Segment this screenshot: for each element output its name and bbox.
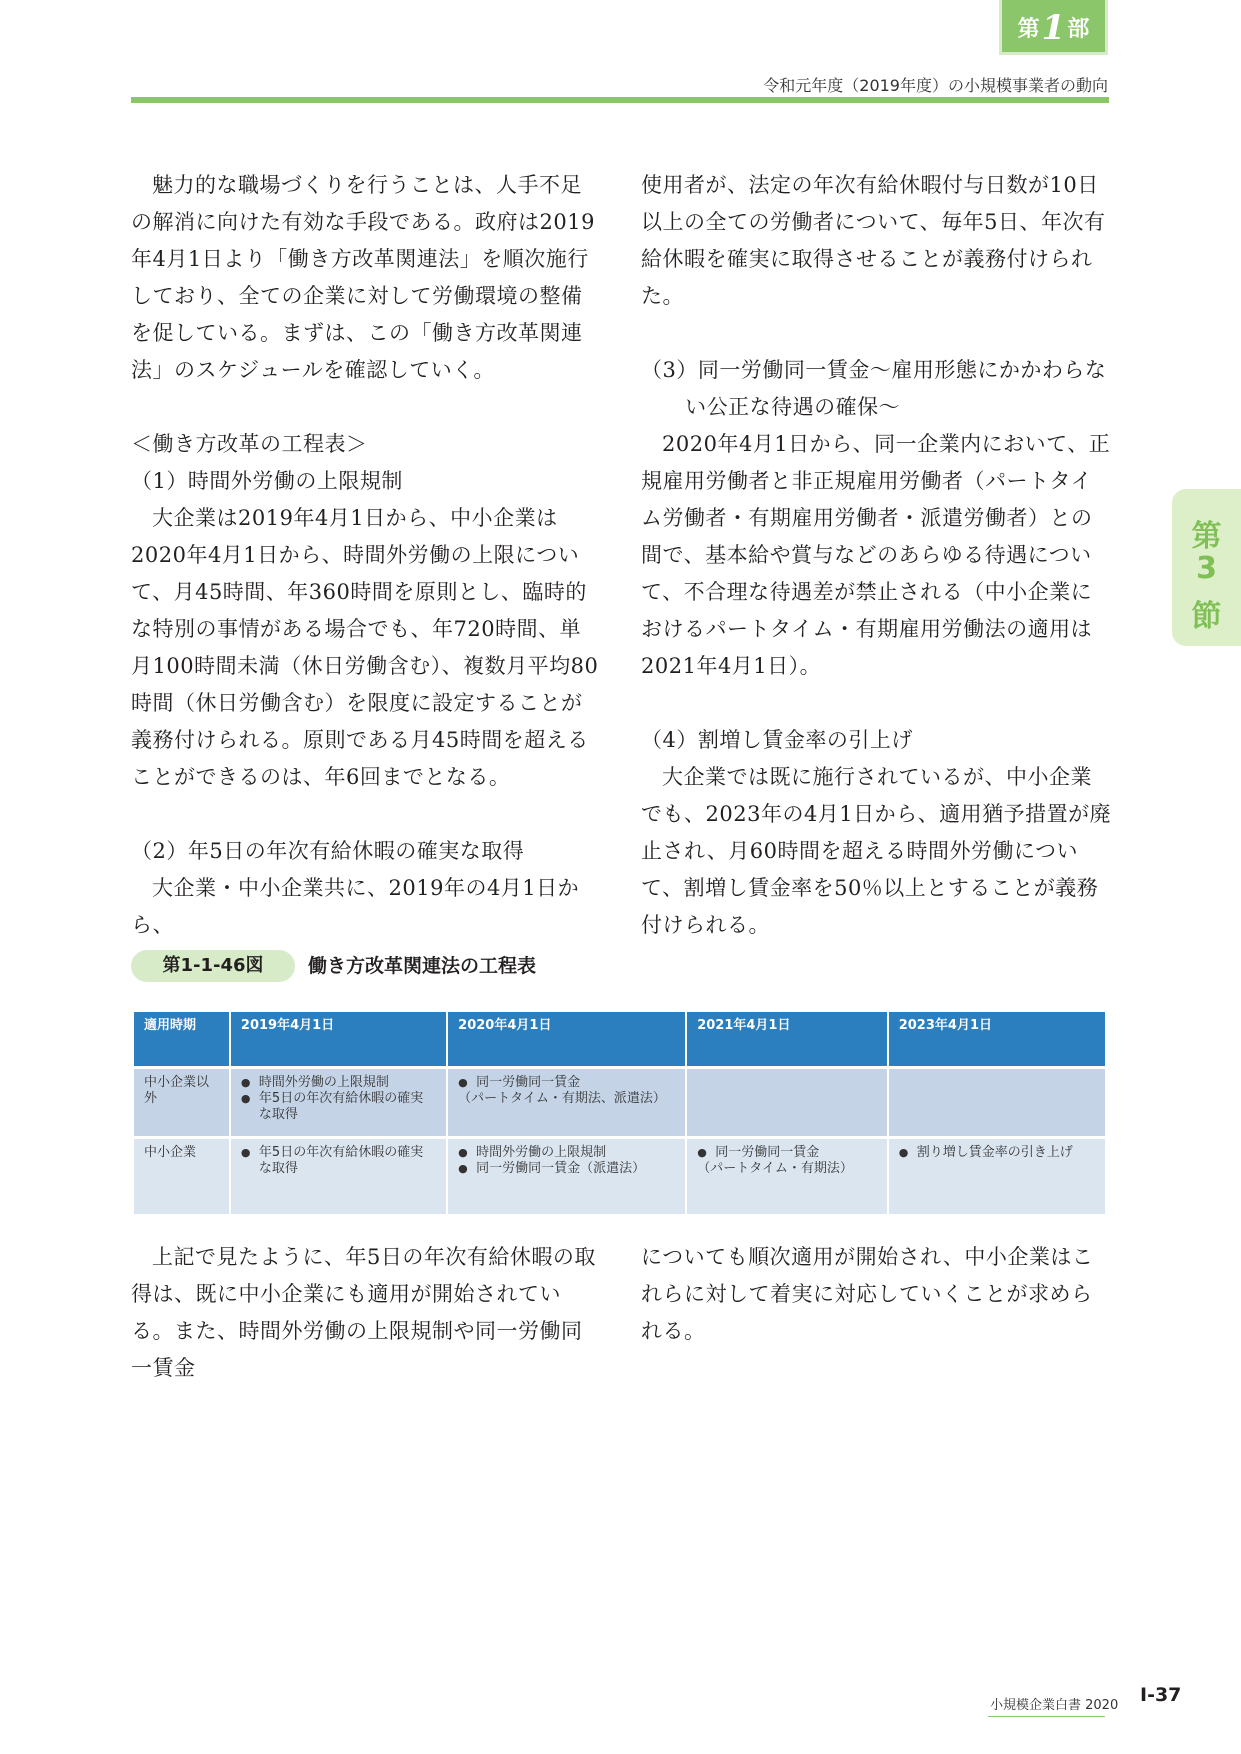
figure-caption: 働き方改革関連法の工程表 [308, 955, 537, 977]
footer-title: 小規模企業白書 2020 [990, 1698, 1119, 1713]
paragraph: 大企業・中小企業共に、2019年の4月1日から、 [131, 876, 580, 937]
table-cell [231, 1139, 446, 1214]
bullet-item: ● 年5日の年次有給休暇の確実な取得 [241, 1145, 436, 1177]
column-header: 2019年4月1日 [231, 1012, 446, 1069]
schedule-table [132, 1012, 1107, 1214]
part-number: 1 [1041, 8, 1066, 48]
paragraph: 大企業は2019年4月1日から、中小企業は2020年4月1日から、時間外労働の上限について、月45時間、年360時間を原則とし、臨時的な特別の事情がある場合でも、年720時間、単月100時間未満（休日労働含む）、複数月平均80時間（休日労働含む）を限度に設定することが義務付けられる。原則である月45時間を超えることができるのは、年6回までとなる。 [131, 506, 599, 789]
table-row [134, 1139, 1105, 1214]
subheading-overtime-cap: （1）時間外労働の上限規制 [131, 469, 403, 493]
bullet-note: （パートタイム・有期法、派遣法） [458, 1091, 666, 1106]
section-tab [1172, 489, 1241, 646]
table-row [134, 1069, 1105, 1139]
subheading-equal-pay: （3）同一労働同一賃金～雇用形態にかかわらない公正な待遇の確保～ [641, 358, 1107, 419]
paragraph: 魅力的な職場づくりを行うことは、人手不足の解消に向けた有効な手段である。政府は2019年4月1日より「働き方改革関連法」を順次施行しており、全ての企業に対して労働環境の整備を促している。まずは、この「働き方改革関連法」のスケジュールを確認していく。 [131, 173, 595, 382]
table-cell [687, 1069, 887, 1139]
bullet-item: ● 同一労働同一賃金 [697, 1145, 877, 1161]
column-header: 2023年4月1日 [889, 1012, 1105, 1069]
subheading-premium-rate: （4）割増し賃金率の引上げ [641, 728, 913, 752]
paragraph: 大企業では既に施行されているが、中小企業でも、2023年の4月1日から、適用猶予措置が廃止され、月60時間を超える時間外労働について、割増し賃金率を50％以上とすることが義務付けられる。 [641, 765, 1112, 937]
bullet-item: ● 同一労働同一賃金 [458, 1075, 675, 1091]
paragraph: 使用者が、法定の年次有給休暇付与日数が10日以上の全ての労働者について、毎年5日、年次有給休暇を確実に取得させることが義務付けられた。 [641, 173, 1106, 308]
bullet-item: ● 時間外労働の上限規制 [241, 1075, 436, 1091]
column-header: 2020年4月1日 [448, 1012, 685, 1069]
row-label: 中小企業 [134, 1139, 229, 1214]
column-header: 適用時期 [134, 1012, 229, 1069]
table-header-row [134, 1012, 1105, 1069]
figure-label: 第1-1-46図 [131, 950, 295, 982]
column-header: 2021年4月1日 [687, 1012, 887, 1069]
paragraph: 2020年4月1日から、同一企業内において、正規雇用労働者と非正規雇用労働者（パートタイム労働者・有期雇用労働者・派遣労働者）との間で、基本給や賞与などのあらゆる待遇について、不合理な待遇差が禁止される（中小企業におけるパートタイム・有期雇用労働法の適用は2021年4月1日）。 [641, 432, 1111, 678]
body-bottom-left [131, 1239, 601, 1387]
row-label: 中小企業以外 [134, 1069, 229, 1139]
part-prefix: 第 [1017, 17, 1040, 42]
footer-rule [988, 1716, 1105, 1717]
table-cell [231, 1069, 446, 1139]
table-cell [889, 1139, 1105, 1214]
header-rule [131, 97, 1109, 103]
page-number: Ⅰ-37 [1140, 1684, 1182, 1706]
bullet-item: ● 割り増し賃金率の引き上げ [899, 1145, 1095, 1161]
part-suffix: 部 [1067, 17, 1090, 42]
table-cell [448, 1069, 685, 1139]
schedule-heading: ＜働き方改革の工程表＞ [131, 432, 368, 456]
bullet-item: ● 時間外労働の上限規制 [458, 1145, 675, 1161]
part-tab [1002, 0, 1105, 52]
paragraph: についても順次適用が開始され、中小企業はこれらに対して着実に対応していくことが求められる。 [641, 1245, 1094, 1343]
body-bottom-right [641, 1239, 1113, 1350]
bullet-note: （パートタイム・有期法） [697, 1161, 853, 1176]
table-cell [889, 1069, 1105, 1139]
section-tab-char-2: 3 [1196, 551, 1217, 586]
body-column-right [641, 167, 1113, 944]
paragraph: 上記で見たように、年5日の年次有給休暇の取得は、既に中小企業にも適用が開始されている。また、時間外労働の上限規制や同一労働同一賃金 [131, 1245, 596, 1380]
running-head: 令和元年度（2019年度）の小規模事業者の動向 [763, 76, 1108, 95]
subheading-paid-leave: （2）年5日の年次有給休暇の確実な取得 [131, 839, 525, 863]
section-tab-char-3: 節 [1191, 599, 1222, 634]
bullet-item: ● 同一労働同一賃金（派遣法） [458, 1161, 675, 1177]
table-cell [687, 1139, 887, 1214]
bullet-item: ● 年5日の年次有給休暇の確実な取得 [241, 1091, 436, 1123]
body-column-left [131, 167, 601, 944]
section-tab-char-1: 第 [1191, 519, 1222, 554]
table-cell [448, 1139, 685, 1214]
